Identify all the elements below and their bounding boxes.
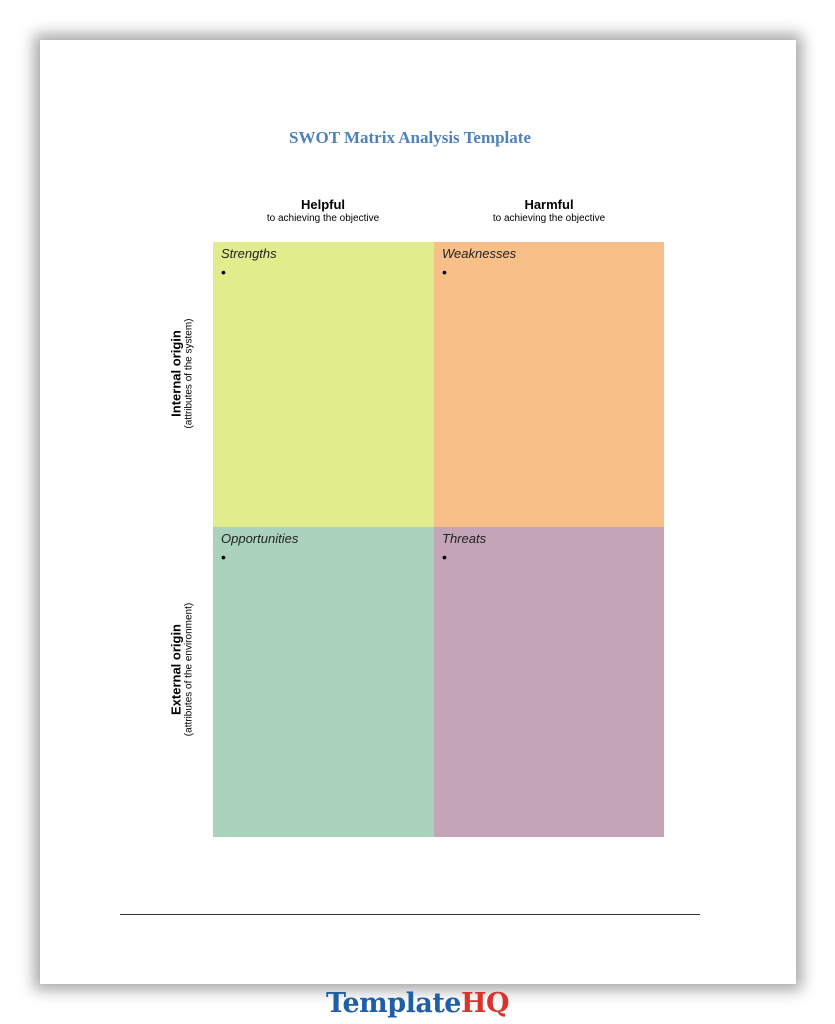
logo-part-hq: HQ	[461, 988, 510, 1019]
footer-divider	[120, 914, 700, 915]
row-header-external	[169, 520, 196, 820]
quadrant-weaknesses-bullet: •	[442, 264, 447, 280]
row-header-internal-sub: (attributes of the system)	[183, 318, 195, 429]
quadrant-weaknesses-label: Weaknesses	[442, 246, 517, 261]
quadrant-threats-bullet: •	[442, 549, 447, 565]
templatehq-logo	[0, 988, 835, 1019]
quadrant-threats-label: Threats	[442, 531, 487, 546]
column-header-helpful-label: Helpful	[300, 197, 346, 212]
quadrant-strengths-label: Strengths	[221, 246, 277, 261]
row-header-internal	[169, 224, 196, 524]
row-header-external-sub: (attributes of the environment)	[183, 602, 195, 737]
column-header-harmful-sub: to achieving the objective	[492, 213, 606, 224]
row-header-external-label: External origin	[168, 623, 184, 716]
quadrant-weaknesses[interactable]	[434, 242, 664, 527]
column-header-helpful	[213, 197, 433, 225]
column-header-harmful	[439, 197, 659, 225]
document-page	[40, 40, 796, 984]
quadrant-opportunities-label: Opportunities	[221, 531, 299, 546]
logo-part-template: Template	[325, 988, 461, 1019]
row-header-internal-label: Internal origin	[168, 330, 184, 417]
quadrant-strengths-bullet: •	[221, 264, 226, 280]
quadrant-opportunities[interactable]	[213, 527, 434, 837]
column-header-helpful-sub: to achieving the objective	[266, 213, 380, 224]
quadrant-threats[interactable]	[434, 527, 664, 837]
document-title: SWOT Matrix Analysis Template	[289, 128, 531, 147]
column-header-harmful-label: Harmful	[524, 197, 574, 212]
quadrant-opportunities-bullet: •	[221, 549, 226, 565]
quadrant-strengths[interactable]	[213, 242, 434, 527]
